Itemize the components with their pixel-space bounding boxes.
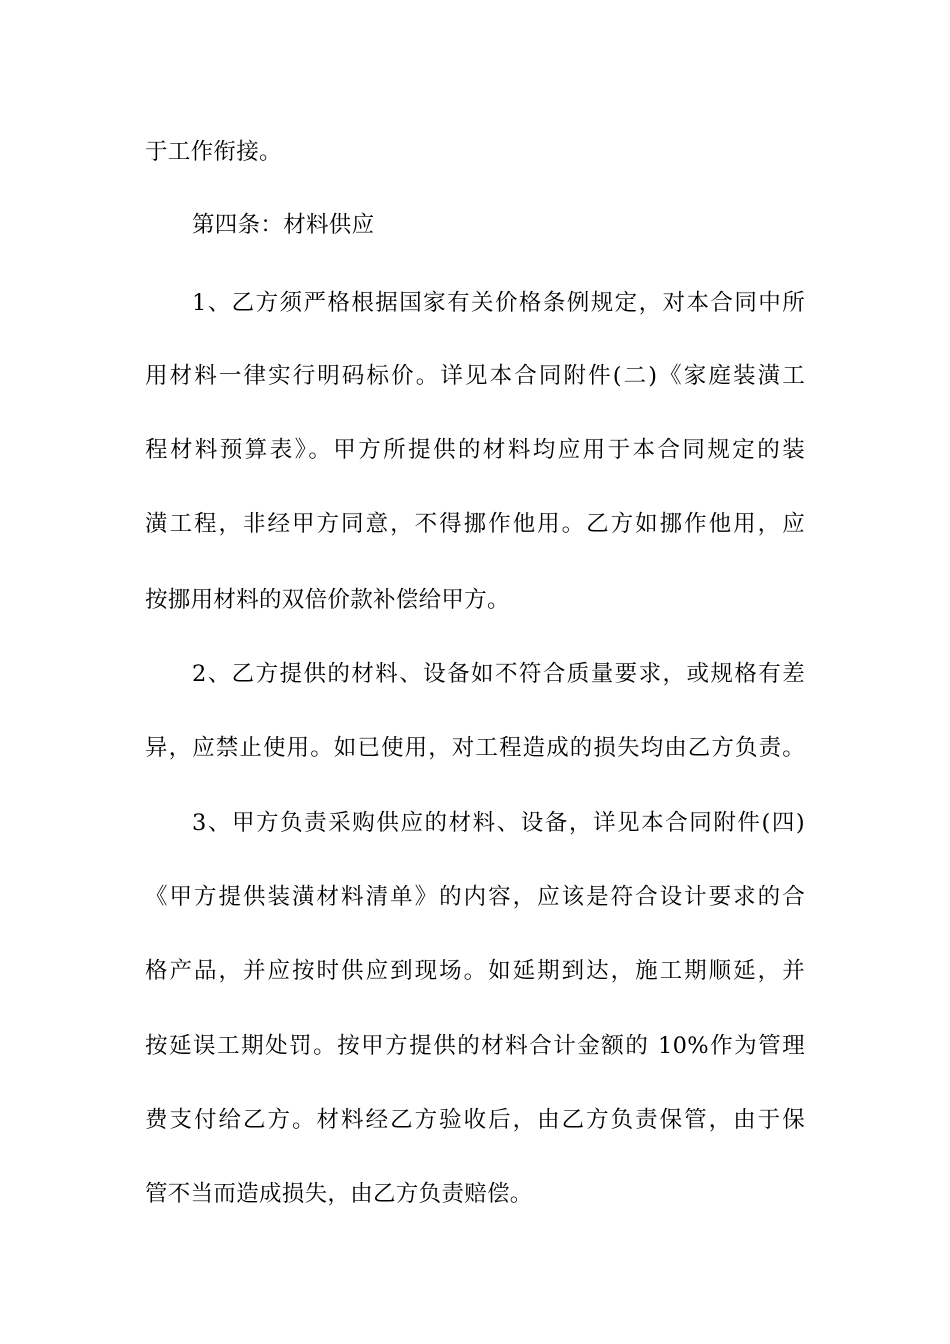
paragraph-line: 程材料预算表》。甲方所提供的材料均应用于本合同规定的装 xyxy=(145,437,805,463)
paragraph-line: 异，应禁止使用。如已使用，对工程造成的损失均由乙方负责。 xyxy=(145,735,805,761)
paragraph-line: 2、乙方提供的材料、设备如不符合质量要求，或规格有差 xyxy=(192,661,805,687)
paragraph-line: 潢工程，非经甲方同意，不得挪作他用。乙方如挪作他用，应 xyxy=(145,511,805,537)
paragraph-line: 按挪用材料的双倍价款补偿给甲方。 xyxy=(145,587,510,613)
paragraph-line: 按延误工期处罚。按甲方提供的材料合计金额的 10%作为管理 xyxy=(145,1033,805,1059)
paragraph-line: 用材料一律实行明码标价。详见本合同附件(二)《家庭装潢工 xyxy=(145,363,805,389)
paragraph-line: 于工作衔接。 xyxy=(145,139,282,165)
section-heading: 第四条：材料供应 xyxy=(192,212,375,238)
paragraph-line: 格产品，并应按时供应到现场。如延期到达，施工期顺延，并 xyxy=(145,958,805,984)
paragraph-line: 管不当而造成损失，由乙方负责赔偿。 xyxy=(145,1181,533,1207)
paragraph-line: 费支付给乙方。材料经乙方验收后，由乙方负责保管，由于保 xyxy=(145,1107,805,1133)
paragraph-line: 《甲方提供装潢材料清单》的内容，应该是符合设计要求的合 xyxy=(145,884,805,910)
paragraph-line: 1、乙方须严格根据国家有关价格条例规定，对本合同中所 xyxy=(192,290,805,316)
paragraph-line: 3、甲方负责采购供应的材料、设备，详见本合同附件(四) xyxy=(192,810,805,836)
